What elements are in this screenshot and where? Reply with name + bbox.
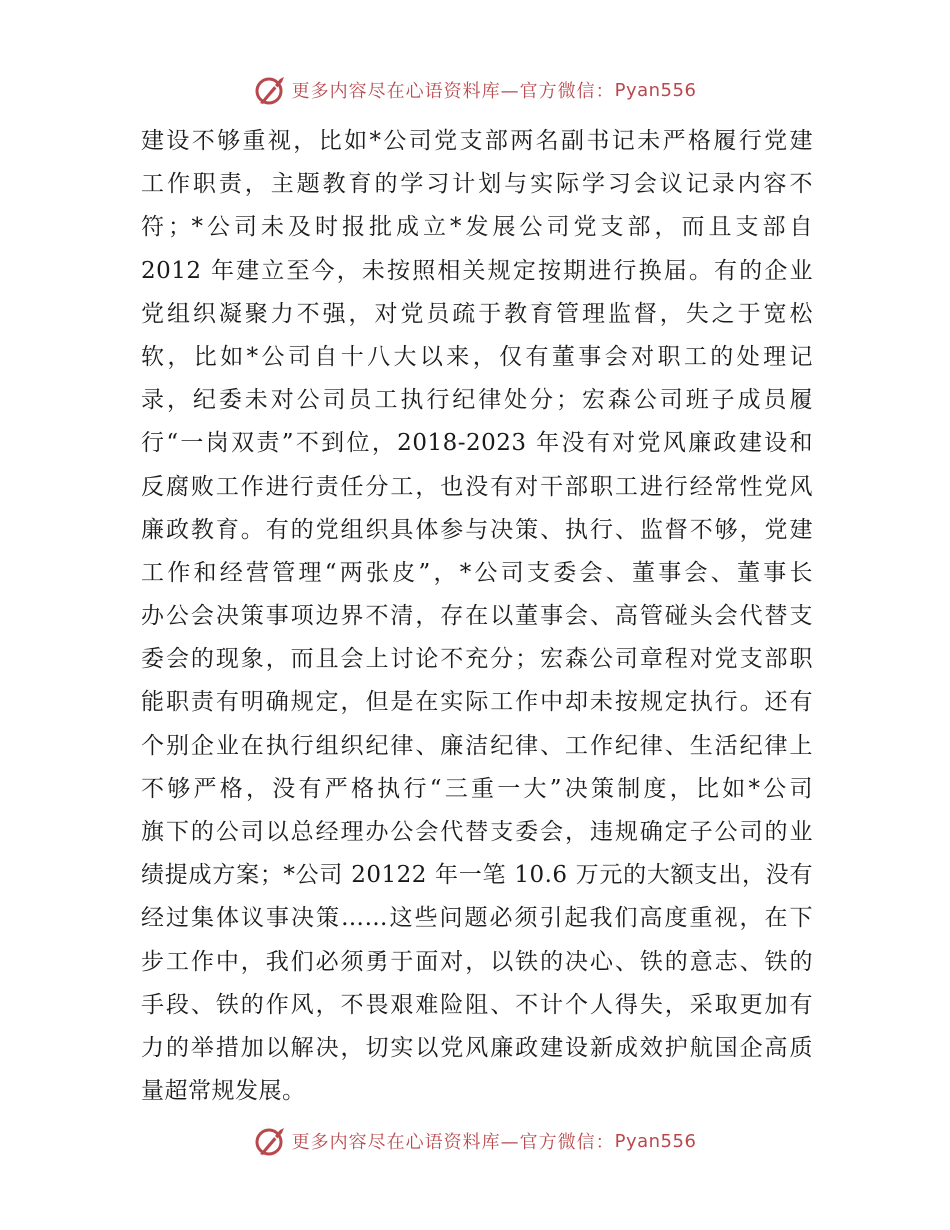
quill-logo-icon: [254, 1124, 288, 1158]
body-line: 力的举措加以解决，切实以党风廉政建设新成效护航国企高质: [141, 1034, 813, 1061]
body-line: 办公会决策事项边界不清，存在以董事会、高管碰头会代替支: [141, 603, 813, 630]
body-line: 廉政教育。有的党组织具体参与决策、执行、监督不够，党建: [141, 516, 813, 543]
body-line: 录，纪委未对公司员工执行纪律处分；宏森公司班子成员履: [141, 387, 813, 414]
body-line: 工作职责，主题教育的学习计划与实际学习会议记录内容不: [141, 171, 813, 198]
quill-logo-icon: [254, 73, 288, 107]
body-line: 绩提成方案；*公司 20122 年一笔 10.6 万元的大额支出，没有: [141, 862, 813, 889]
body-line: 经过集体议事决策……这些问题必须引起我们高度重视，在下: [141, 905, 813, 932]
body-line: 能职责有明确规定，但是在实际工作中却未按规定执行。还有: [141, 689, 813, 716]
body-line: 步工作中，我们必须勇于面对，以铁的决心、铁的意志、铁的: [141, 948, 813, 975]
header-banner: [0, 70, 950, 110]
header-banner-text: 更多内容尽在心语资料库—官方微信：: [291, 81, 615, 102]
body-line: 不够严格，没有严格执行“三重一大”决策制度，比如*公司: [141, 775, 813, 802]
body-line: 反腐败工作进行责任分工，也没有对干部职工进行经常性党风: [141, 473, 813, 500]
body-line: 个别企业在执行组织纪律、廉洁纪律、工作纪律、生活纪律上: [141, 732, 813, 759]
header-banner-id: Pyan556: [614, 79, 697, 101]
footer-banner-id: Pyan556: [614, 1130, 697, 1152]
body-line: 量超常规发展。: [141, 1078, 306, 1105]
body-line: 建设不够重视，比如*公司党支部两名副书记未严格履行党建: [141, 128, 813, 154]
footer-banner-text: 更多内容尽在心语资料库—官方微信：: [291, 1132, 615, 1153]
body-line: 党组织凝聚力不强，对党员疏于教育管理监督，失之于宽松: [141, 300, 813, 327]
body-line: 软，比如*公司自十八大以来，仅有董事会对职工的处理记: [141, 343, 813, 370]
body-line: 2012 年建立至今，未按照相关规定按期进行换届。有的企业: [141, 257, 813, 284]
body-line: 手段、铁的作风，不畏艰难险阻、不计个人得失，采取更加有: [141, 991, 813, 1018]
document-body: [141, 120, 813, 1113]
footer-banner: [0, 1121, 950, 1161]
body-line: 委会的现象，而且会上讨论不充分；宏森公司章程对党支部职: [141, 646, 813, 673]
body-line: 工作和经营管理“两张皮”，*公司支委会、董事会、董事长: [141, 559, 813, 586]
body-line: 符；*公司未及时报批成立*发展公司党支部，而且支部自: [141, 214, 813, 241]
body-line: 旗下的公司以总经理办公会代替支委会，违规确定子公司的业: [141, 819, 813, 845]
body-line: 行“一岗双责”不到位，2018-2023 年没有对党风廉政建设和: [141, 430, 813, 457]
